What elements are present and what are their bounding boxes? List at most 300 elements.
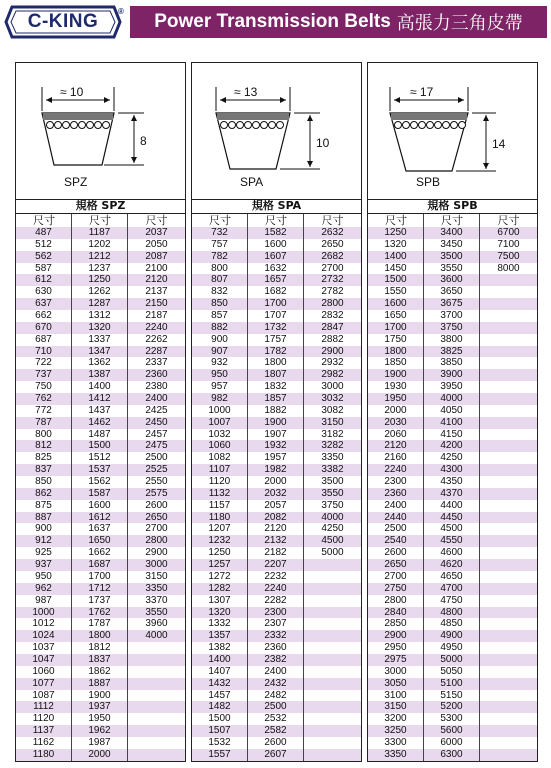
size-cell: 887 bbox=[16, 512, 72, 524]
table-row bbox=[16, 666, 185, 678]
size-cell: 2187 bbox=[145, 310, 168, 322]
size-cell bbox=[480, 369, 537, 381]
size-cell: 982 bbox=[192, 393, 248, 405]
size-cell bbox=[304, 749, 361, 761]
size-cell: 772 bbox=[16, 405, 72, 417]
size-cell: 2400 bbox=[368, 500, 424, 512]
size-table bbox=[192, 227, 361, 761]
table-row bbox=[16, 452, 185, 464]
size-cell: 2307 bbox=[248, 618, 304, 630]
size-cell bbox=[128, 642, 185, 654]
size-cell: 3650 bbox=[424, 286, 480, 298]
size-cell: 800 bbox=[192, 263, 248, 275]
table-row bbox=[192, 571, 361, 583]
size-cell: 637 bbox=[16, 298, 72, 310]
size-cell: 912 bbox=[16, 535, 72, 547]
size-cell bbox=[304, 654, 361, 666]
size-cell: 1557 bbox=[192, 749, 248, 761]
size-cell: 2300 bbox=[248, 607, 304, 619]
size-cell: 3950 bbox=[424, 381, 480, 393]
size-cell: 2000 bbox=[248, 476, 304, 488]
table-row bbox=[192, 429, 361, 441]
size-cell: 1800 bbox=[368, 346, 424, 358]
size-cell: 2600 bbox=[145, 499, 168, 511]
title-english: Power Transmission Belts bbox=[154, 11, 391, 32]
table-row bbox=[16, 346, 185, 358]
size-cell: 4050 bbox=[424, 405, 480, 417]
width-label: ≈ 10 bbox=[60, 85, 84, 99]
size-cell bbox=[128, 749, 185, 761]
table-row bbox=[192, 666, 361, 678]
size-cell bbox=[304, 725, 361, 737]
table-row bbox=[16, 701, 185, 713]
size-cell: 3100 bbox=[368, 690, 424, 702]
table-row bbox=[16, 298, 185, 310]
column-header: 尺寸 bbox=[265, 214, 287, 227]
size-cell: 1232 bbox=[192, 535, 248, 547]
spec-title: 規格 SPA bbox=[192, 199, 361, 214]
size-cell: 737 bbox=[16, 369, 72, 381]
table-row bbox=[368, 417, 537, 429]
size-cell: 2750 bbox=[368, 583, 424, 595]
size-cell: 722 bbox=[16, 357, 72, 369]
size-cell: 1662 bbox=[72, 547, 128, 559]
spec-title: 規格 SPB bbox=[368, 199, 537, 214]
size-cell: 3350 bbox=[145, 582, 168, 594]
size-cell bbox=[480, 583, 537, 595]
size-cell: 1812 bbox=[72, 642, 128, 654]
size-cell: 1387 bbox=[72, 369, 128, 381]
table-row bbox=[192, 476, 361, 488]
size-cell: 1957 bbox=[248, 452, 304, 464]
size-cell: 2262 bbox=[145, 333, 168, 345]
size-cell: 710 bbox=[16, 346, 72, 358]
table-row bbox=[192, 417, 361, 429]
table-row bbox=[192, 583, 361, 595]
size-cell bbox=[304, 642, 361, 654]
table-row bbox=[16, 310, 185, 322]
size-cell: 3500 bbox=[424, 251, 480, 263]
size-cell bbox=[480, 642, 537, 654]
size-cell bbox=[480, 464, 537, 476]
size-cell: 1400 bbox=[192, 654, 248, 666]
size-cell: 1202 bbox=[72, 239, 128, 251]
size-cell: 3825 bbox=[424, 346, 480, 358]
table-row bbox=[368, 666, 537, 678]
size-cell: 2332 bbox=[248, 630, 304, 642]
size-cell: 957 bbox=[192, 381, 248, 393]
belt-diagram-spz bbox=[16, 63, 185, 200]
table-row bbox=[16, 251, 185, 263]
size-table bbox=[368, 227, 537, 761]
size-cell: 1462 bbox=[72, 417, 128, 429]
table-row bbox=[368, 346, 537, 358]
size-cell bbox=[304, 618, 361, 630]
size-cell: 1832 bbox=[248, 381, 304, 393]
size-cell: 2982 bbox=[321, 369, 344, 381]
size-cell bbox=[480, 346, 537, 358]
size-cell: 1450 bbox=[368, 263, 424, 275]
size-cell: 950 bbox=[16, 571, 72, 583]
table-row bbox=[368, 334, 537, 346]
size-cell: 962 bbox=[16, 583, 72, 595]
table-row bbox=[16, 488, 185, 500]
size-cell bbox=[480, 690, 537, 702]
table-row bbox=[192, 535, 361, 547]
size-cell: 2037 bbox=[145, 227, 168, 238]
size-cell: 662 bbox=[16, 310, 72, 322]
size-cell: 3050 bbox=[368, 678, 424, 690]
size-cell: 3550 bbox=[145, 606, 168, 618]
table-row bbox=[368, 452, 537, 464]
size-cell: 1500 bbox=[72, 440, 128, 452]
size-cell: 2540 bbox=[368, 535, 424, 547]
size-cell bbox=[304, 583, 361, 595]
size-cell: 1950 bbox=[368, 393, 424, 405]
size-cell bbox=[480, 749, 537, 761]
size-cell: 750 bbox=[16, 381, 72, 393]
size-cell: 3250 bbox=[368, 725, 424, 737]
size-cell bbox=[480, 678, 537, 690]
table-row bbox=[368, 749, 537, 761]
table-row bbox=[192, 595, 361, 607]
size-cell: 882 bbox=[192, 322, 248, 334]
size-cell: 1707 bbox=[248, 310, 304, 322]
size-cell: 2600 bbox=[248, 737, 304, 749]
table-row bbox=[192, 381, 361, 393]
size-cell: 2482 bbox=[248, 690, 304, 702]
table-row bbox=[192, 607, 361, 619]
size-cell: 8000 bbox=[497, 262, 520, 274]
size-cell: 4620 bbox=[424, 559, 480, 571]
size-cell: 3000 bbox=[145, 559, 168, 571]
size-cell: 1700 bbox=[368, 322, 424, 334]
size-cell: 4150 bbox=[424, 429, 480, 441]
column-header: 尺寸 bbox=[209, 214, 231, 227]
size-cell: 1632 bbox=[248, 263, 304, 275]
size-cell bbox=[480, 488, 537, 500]
table-row bbox=[192, 286, 361, 298]
size-cell: 1850 bbox=[368, 357, 424, 369]
size-cell: 1237 bbox=[72, 263, 128, 275]
size-cell: 3550 bbox=[424, 263, 480, 275]
size-cell: 3450 bbox=[424, 239, 480, 251]
size-cell: 2800 bbox=[145, 535, 168, 547]
title-banner bbox=[130, 6, 547, 38]
size-cell: 2500 bbox=[145, 452, 168, 464]
size-cell: 900 bbox=[16, 523, 72, 535]
size-cell: 5000 bbox=[321, 547, 344, 559]
panel-spz bbox=[15, 62, 186, 762]
size-cell: 900 bbox=[192, 334, 248, 346]
size-cell: 1320 bbox=[192, 607, 248, 619]
size-cell: 1982 bbox=[248, 464, 304, 476]
table-row bbox=[16, 737, 185, 749]
table-row bbox=[192, 393, 361, 405]
size-cell: 1500 bbox=[192, 713, 248, 725]
column-header: 尺寸 bbox=[89, 214, 111, 227]
size-cell: 862 bbox=[16, 488, 72, 500]
table-row bbox=[16, 393, 185, 405]
belt-cross-section-icon bbox=[192, 63, 361, 199]
size-cell: 1962 bbox=[72, 725, 128, 737]
size-cell: 3370 bbox=[145, 594, 168, 606]
size-cell: 1637 bbox=[72, 523, 128, 535]
size-cell bbox=[304, 571, 361, 583]
size-cell: 2457 bbox=[145, 428, 168, 440]
size-cell: 2440 bbox=[368, 512, 424, 524]
size-cell: 3082 bbox=[321, 404, 344, 416]
size-cell: 2057 bbox=[248, 500, 304, 512]
table-row bbox=[16, 286, 185, 298]
size-cell: 2832 bbox=[321, 310, 344, 322]
size-cell: 1047 bbox=[16, 654, 72, 666]
size-cell: 4950 bbox=[424, 642, 480, 654]
size-cell: 1137 bbox=[16, 725, 72, 737]
size-cell: 4650 bbox=[424, 571, 480, 583]
size-cell: 2120 bbox=[145, 274, 168, 286]
size-cell: 3150 bbox=[145, 570, 168, 582]
table-row bbox=[368, 369, 537, 381]
size-cell: 3300 bbox=[368, 737, 424, 749]
size-cell: 2087 bbox=[145, 250, 168, 262]
size-cell: 1120 bbox=[192, 476, 248, 488]
size-cell: 1600 bbox=[248, 239, 304, 251]
table-row bbox=[16, 749, 185, 761]
size-cell bbox=[480, 357, 537, 369]
size-cell: 3850 bbox=[424, 357, 480, 369]
size-cell: 2137 bbox=[145, 286, 168, 298]
size-cell: 3032 bbox=[321, 393, 344, 405]
size-cell: 2360 bbox=[145, 369, 168, 381]
size-cell: 2400 bbox=[248, 666, 304, 678]
size-cell: 3700 bbox=[424, 310, 480, 322]
size-cell: 4200 bbox=[424, 440, 480, 452]
registered-mark: ® bbox=[118, 7, 124, 16]
table-row bbox=[368, 476, 537, 488]
size-cell: 3150 bbox=[368, 701, 424, 713]
height-label: 14 bbox=[492, 137, 506, 151]
section-label: SPA bbox=[240, 175, 264, 189]
table-row bbox=[16, 583, 185, 595]
size-cell: 1562 bbox=[72, 476, 128, 488]
table-row bbox=[192, 251, 361, 263]
size-cell: 587 bbox=[16, 263, 72, 275]
table-row bbox=[368, 227, 537, 239]
size-cell: 1837 bbox=[72, 654, 128, 666]
size-cell bbox=[128, 725, 185, 737]
size-cell: 2575 bbox=[145, 487, 168, 499]
table-row bbox=[368, 429, 537, 441]
size-cell: 4370 bbox=[424, 488, 480, 500]
size-cell: 807 bbox=[192, 274, 248, 286]
size-cell: 512 bbox=[16, 239, 72, 251]
size-cell: 1337 bbox=[72, 334, 128, 346]
size-cell: 1347 bbox=[72, 346, 128, 358]
size-cell: 1782 bbox=[248, 346, 304, 358]
table-row bbox=[368, 500, 537, 512]
height-label: 10 bbox=[316, 136, 330, 150]
size-cell: 5200 bbox=[424, 701, 480, 713]
size-cell: 2425 bbox=[145, 404, 168, 416]
table-row bbox=[192, 678, 361, 690]
size-cell bbox=[480, 322, 537, 334]
size-cell: 4000 bbox=[145, 630, 168, 642]
size-cell: 2732 bbox=[321, 274, 344, 286]
table-row bbox=[16, 523, 185, 535]
size-cell: 2050 bbox=[145, 238, 168, 250]
size-cell: 1250 bbox=[192, 547, 248, 559]
section-label: SPB bbox=[416, 175, 441, 189]
table-row bbox=[368, 725, 537, 737]
width-label: ≈ 17 bbox=[410, 85, 434, 99]
table-row bbox=[16, 239, 185, 251]
table-row bbox=[192, 440, 361, 452]
size-cell: 1120 bbox=[16, 713, 72, 725]
size-cell: 2532 bbox=[248, 713, 304, 725]
size-cell: 1900 bbox=[72, 690, 128, 702]
size-cell: 1320 bbox=[72, 322, 128, 334]
size-cell: 1400 bbox=[368, 251, 424, 263]
size-cell: 2232 bbox=[248, 571, 304, 583]
size-cell: 2360 bbox=[368, 488, 424, 500]
size-cell: 1162 bbox=[16, 737, 72, 749]
size-cell: 800 bbox=[16, 429, 72, 441]
table-row bbox=[192, 523, 361, 535]
table-row bbox=[368, 523, 537, 535]
size-cell bbox=[304, 559, 361, 571]
size-cell: 1187 bbox=[72, 227, 128, 239]
table-row bbox=[368, 405, 537, 417]
size-cell: 2700 bbox=[145, 523, 168, 535]
size-cell bbox=[480, 274, 537, 286]
size-cell: 1712 bbox=[72, 583, 128, 595]
size-cell: 4500 bbox=[424, 523, 480, 535]
c-king-logo bbox=[4, 5, 122, 39]
size-cell bbox=[480, 737, 537, 749]
size-cell: 850 bbox=[192, 298, 248, 310]
size-cell: 4500 bbox=[321, 535, 344, 547]
table-row bbox=[368, 286, 537, 298]
size-cell: 2800 bbox=[321, 298, 344, 310]
table-row bbox=[368, 464, 537, 476]
table-row bbox=[16, 595, 185, 607]
table-row bbox=[16, 429, 185, 441]
size-cell: 3182 bbox=[321, 428, 344, 440]
size-cell: 2550 bbox=[145, 476, 168, 488]
size-cell: 2847 bbox=[321, 321, 344, 333]
table-row bbox=[368, 274, 537, 286]
size-cell: 2380 bbox=[145, 381, 168, 393]
table-row bbox=[368, 381, 537, 393]
table-row bbox=[368, 512, 537, 524]
belt-diagram-spb bbox=[368, 63, 537, 200]
table-row bbox=[16, 547, 185, 559]
size-cell: 2240 bbox=[368, 464, 424, 476]
table-row bbox=[368, 393, 537, 405]
size-cell bbox=[128, 690, 185, 702]
size-cell: 1857 bbox=[248, 393, 304, 405]
size-cell: 1357 bbox=[192, 630, 248, 642]
size-cell: 1607 bbox=[248, 251, 304, 263]
size-cell: 3800 bbox=[424, 334, 480, 346]
size-cell: 1650 bbox=[72, 535, 128, 547]
size-cell: 1262 bbox=[72, 286, 128, 298]
table-row bbox=[192, 737, 361, 749]
table-row bbox=[368, 654, 537, 666]
table-row bbox=[192, 227, 361, 239]
table-row bbox=[192, 512, 361, 524]
size-cell: 1612 bbox=[72, 512, 128, 524]
size-cell: 5150 bbox=[424, 690, 480, 702]
size-cell: 1587 bbox=[72, 488, 128, 500]
size-cell bbox=[480, 607, 537, 619]
size-cell: 4300 bbox=[424, 464, 480, 476]
table-row bbox=[16, 559, 185, 571]
table-row bbox=[192, 239, 361, 251]
size-cell: 1550 bbox=[368, 286, 424, 298]
size-cell: 2300 bbox=[368, 476, 424, 488]
size-cell: 2207 bbox=[248, 559, 304, 571]
size-cell: 1737 bbox=[72, 595, 128, 607]
size-cell bbox=[480, 630, 537, 642]
size-cell: 1107 bbox=[192, 464, 248, 476]
size-cell bbox=[304, 666, 361, 678]
section-label: SPZ bbox=[64, 175, 88, 189]
table-row bbox=[192, 322, 361, 334]
size-cell: 2682 bbox=[321, 250, 344, 262]
size-cell: 3960 bbox=[145, 618, 168, 630]
size-cell: 3350 bbox=[321, 452, 344, 464]
table-row bbox=[368, 559, 537, 571]
size-cell: 2632 bbox=[321, 227, 344, 238]
size-cell: 3000 bbox=[321, 381, 344, 393]
size-cell: 2337 bbox=[145, 357, 168, 369]
size-cell: 837 bbox=[16, 464, 72, 476]
table-row bbox=[192, 642, 361, 654]
table-row bbox=[192, 263, 361, 275]
belt-cross-section-icon bbox=[16, 63, 185, 199]
size-cell: 3550 bbox=[321, 487, 344, 499]
column-header: 尺寸 bbox=[497, 214, 520, 227]
size-cell: 4000 bbox=[321, 511, 344, 523]
table-row bbox=[16, 464, 185, 476]
size-cell bbox=[128, 654, 185, 666]
size-cell: 1077 bbox=[16, 678, 72, 690]
size-cell: 2800 bbox=[368, 595, 424, 607]
table-row bbox=[368, 298, 537, 310]
size-cell: 787 bbox=[16, 417, 72, 429]
column-header: 尺寸 bbox=[33, 214, 55, 227]
table-row bbox=[192, 618, 361, 630]
table-row bbox=[16, 725, 185, 737]
size-cell bbox=[480, 405, 537, 417]
size-cell: 1512 bbox=[72, 452, 128, 464]
size-cell: 3750 bbox=[321, 499, 344, 511]
table-row bbox=[16, 500, 185, 512]
size-cell: 1657 bbox=[248, 274, 304, 286]
size-cell: 1437 bbox=[72, 405, 128, 417]
size-cell: 5000 bbox=[424, 654, 480, 666]
table-row bbox=[192, 464, 361, 476]
table-row bbox=[368, 690, 537, 702]
table-row bbox=[368, 251, 537, 263]
size-cell bbox=[480, 429, 537, 441]
table-row bbox=[16, 512, 185, 524]
size-cell: 3200 bbox=[368, 713, 424, 725]
size-cell: 1900 bbox=[248, 417, 304, 429]
size-cell: 2082 bbox=[248, 512, 304, 524]
